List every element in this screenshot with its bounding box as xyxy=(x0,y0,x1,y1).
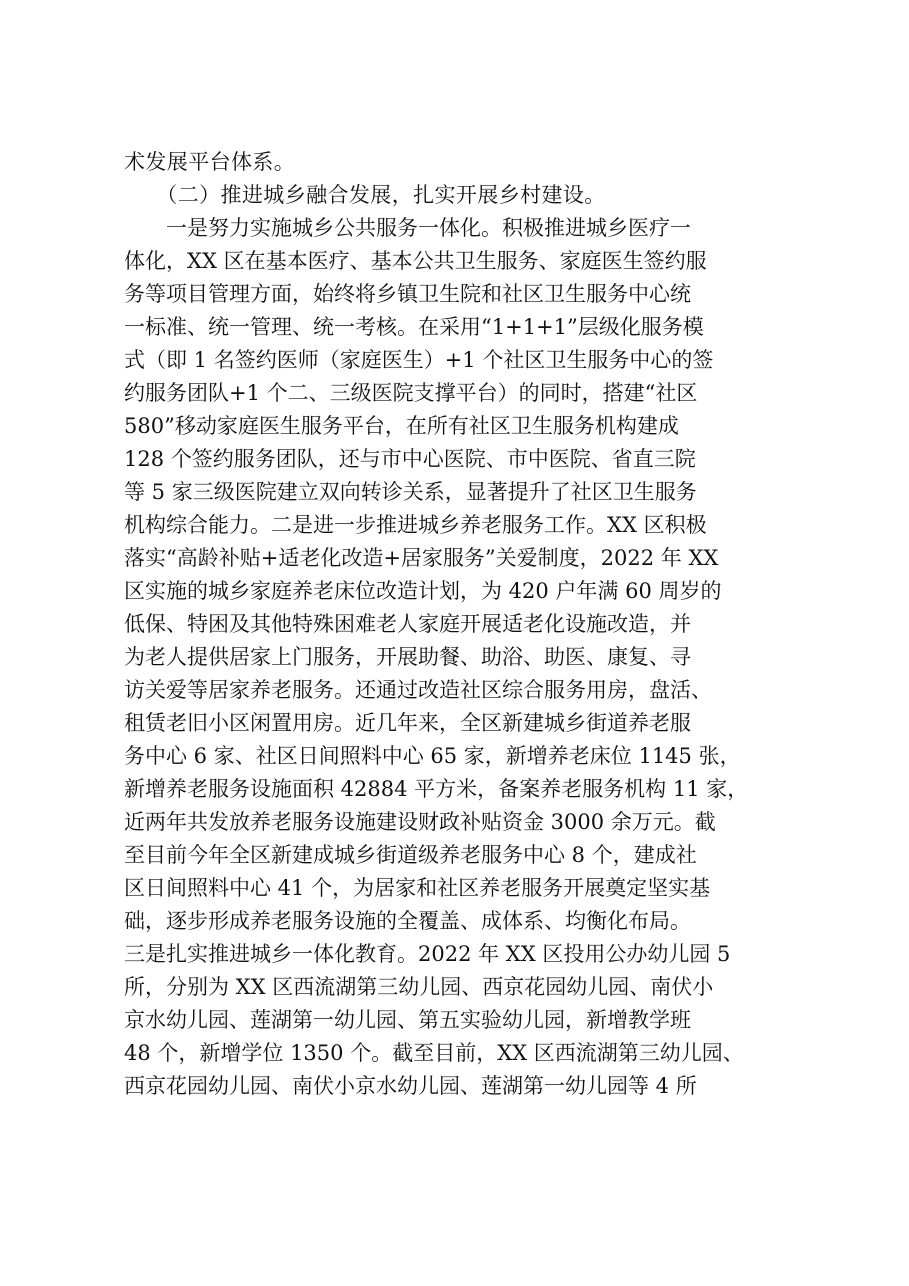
text-line: 低保、特困及其他特殊困难老人家庭开展适老化设施改造，并 xyxy=(124,612,691,636)
text-line: 务等项目管理方面，始终将乡镇卫生院和社区卫生服务中心统 xyxy=(124,282,691,306)
text-line: 一是努力实施城乡公共服务一体化。积极推进城乡医疗一 xyxy=(124,216,691,240)
text-line: 访关爱等居家养老服务。还通过改造社区综合服务用房，盘活、 xyxy=(124,678,712,702)
text-line: 所，分别为 XX 区西流湖第三幼儿园、西京花园幼儿园、南伏小 xyxy=(124,975,714,999)
text-line: （二）推进城乡融合发展，扎实开展乡村建设。 xyxy=(124,183,606,207)
text-line: 租赁老旧小区闲置用房。近几年来，全区新建城乡街道养老服 xyxy=(124,711,691,735)
text-line: 体化，XX 区在基本医疗、基本公共卫生服务、家庭医生签约服 xyxy=(124,249,707,273)
text-line: 落实“高龄补贴+适老化改造+居家服务”关爱制度，2022 年 XX xyxy=(124,546,719,570)
text-line: 区日间照料中心 41 个，为居家和社区养老服务开展奠定坚实基 xyxy=(124,876,711,900)
text-line: 48 个，新增学位 1350 个。截至目前，XX 区西流湖第三幼儿园、 xyxy=(124,1041,744,1065)
text-line: 术发展平台体系。 xyxy=(124,150,296,174)
text-line: 西京花园幼儿园、南伏小京水幼儿园、莲湖第一幼儿园等 4 所 xyxy=(124,1074,697,1098)
text-line: 京水幼儿园、莲湖第一幼儿园、第五实验幼儿园，新增教学班 xyxy=(124,1008,691,1032)
text-line: 机构综合能力。二是进一步推进城乡养老服务工作。XX 区积极 xyxy=(124,513,707,537)
text-line: 式（即 1 名签约医师（家庭医生）+1 个社区卫生服务中心的签 xyxy=(124,348,714,372)
text-line: 一标准、统一管理、统一考核。在采用“1+1+1”层级化服务模 xyxy=(124,315,704,339)
text-line: 128 个签约服务团队，还与市中心医院、市中医院、省直三院 xyxy=(124,447,696,471)
text-line: 近两年共发放养老服务设施建设财政补贴资金 3000 余万元。截 xyxy=(124,810,716,834)
text-line: 础，逐步形成养老服务设施的全覆盖、成体系、均衡化布局。 xyxy=(124,909,691,933)
text-line: 为老人提供居家上门服务，开展助餐、助浴、助医、康复、寻 xyxy=(124,645,691,669)
text-line: 约服务团队+1 个二、三级医院支撑平台）的同时，搭建“社区 xyxy=(124,381,698,405)
text-line: 至目前今年全区新建成城乡街道级养老服务中心 8 个，建成社 xyxy=(124,843,697,867)
text-line: 三是扎实推进城乡一体化教育。2022 年 XX 区投用公办幼儿园 5 xyxy=(124,942,731,966)
text-line: 等 5 家三级医院建立双向转诊关系，显著提升了社区卫生服务 xyxy=(124,480,697,504)
text-line: 务中心 6 家、社区日间照料中心 65 家，新增养老床位 1145 张， xyxy=(124,744,741,768)
text-line: 新增养老服务设施面积 42884 平方米，备案养老服务机构 11 家， xyxy=(124,777,749,801)
text-line: 区实施的城乡家庭养老床位改造计划，为 420 户年满 60 周岁的 xyxy=(124,579,722,603)
text-line: 580”移动家庭医生服务平台，在所有社区卫生服务机构建成 xyxy=(124,414,679,438)
body-text xyxy=(124,146,824,1103)
